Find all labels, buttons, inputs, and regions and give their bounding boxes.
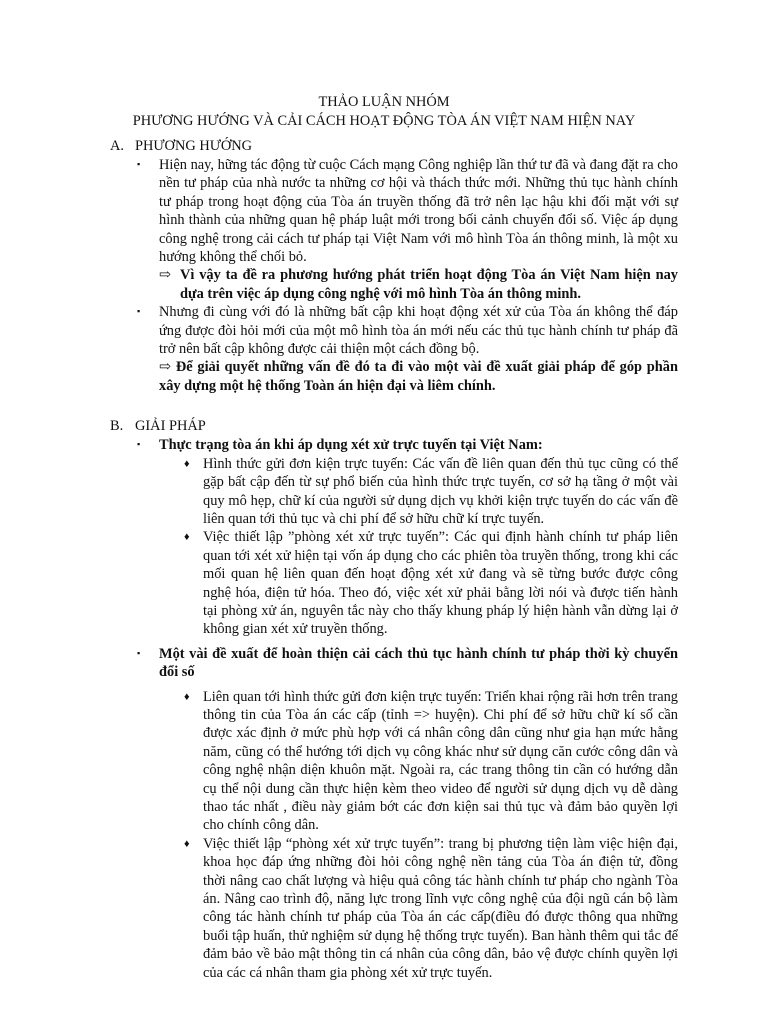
section-b-sub2-point-1 (0, 688, 768, 835)
doc-title: THẢO LUẬN NHÓM (318, 94, 450, 110)
diamond-bullet-icon: ♦ (184, 690, 190, 703)
section-a-item-1-text: Hiện nay, hững tác động từ cuộc Cách mạng Công nghiệp lần thứ tư đã và đang đặt ra cho nền tư pháp của nhà nước ta những cơ hội và thách thức mới. Những thủ tục hành chính tư pháp trong hoạt động của Tòa án truyền thống đã trở nên lạc hậu khi đối mặt với sự hình thành của những quan hệ pháp luật mới trong bối cảnh chuyển đổi số. Việc áp dụng công nghệ trong cải cách tư pháp tại Việt Nam với mô hình Tòa án thông minh, là một xu hướng không thể chối bỏ. (159, 157, 678, 266)
arrow-right-icon: ⇨ (159, 267, 172, 284)
section-a-title: PHƯƠNG HƯỚNG (135, 138, 253, 154)
square-bullet-icon: ▪ (137, 647, 141, 658)
section-b-sub1-point-2 (0, 528, 768, 638)
section-b-letter: B. (110, 418, 124, 435)
section-b-heading (0, 417, 768, 436)
section-b-sub2-point-1-text: Liên quan tới hình thức gửi đơn kiện trực tuyến: Triển khai rộng rãi hơn trên trang thông tin của Tòa án các cấp (tỉnh => huyện). Chi phí để sở hữu chữ kí số cần được xác định ở mức phù hợp với cá nhân công dân cũng như gia hạn mức hằng năm, cũng có thể hướng tới dịch vụ công khác như sử dụng căn cước công dân và công nghệ nhận diện khuôn mặt. Ngoài ra, các trang thông tin cần có hướng dẫn cụ thể nội dung cần thực hiện kèm theo video để người sử dụng dịch vụ dễ dàng thao tác nhất , điều này giảm bớt các đơn kiện sai thủ tục và đảm bảo quyền lợi cho chính công dân. (203, 688, 678, 834)
section-a-conclusion-2 (0, 358, 768, 395)
diamond-bullet-icon: ♦ (184, 837, 190, 850)
spacer (0, 395, 768, 417)
section-a-conclusion-2-text: Để giải quyết những vấn đề đó ta đi vào một vài đề xuất giải pháp để góp phần xây dựng một hệ thống Toàn án hiện đại và liêm chính. (159, 359, 678, 394)
section-a-conclusion-1 (0, 266, 768, 303)
section-a-letter: A. (110, 138, 124, 154)
square-bullet-icon: ▪ (137, 306, 141, 317)
section-a-item-2-text: Nhưng đi cùng với đó là những bất cập khi hoạt động xét xử của Tòa án không thể đáp ứng được đòi hỏi mới của một mô hình tòa án mới nếu các thủ tục hành chính tư pháp đã trở nên bất cập không được cải thiện một cách đồng bộ. (159, 304, 678, 358)
section-b-sub1-title (0, 436, 768, 454)
section-b-sub2-title-text: Một vài đề xuất để hoàn thiện cải cách thủ tục hành chính tư pháp thời kỳ chuyển đổi số (159, 645, 678, 681)
section-a-item-2 (0, 303, 768, 358)
arrow-right-icon: ⇨ (159, 359, 172, 376)
diamond-bullet-icon: ♦ (184, 531, 190, 544)
square-bullet-icon: ▪ (137, 159, 141, 169)
section-a-item-1 (0, 156, 768, 266)
section-b-sub1-title-text: Thực trạng tòa án khi áp dụng xét xử trực tuyến tại Việt Nam: (159, 437, 543, 454)
section-b-sub1-point-1-text: Hình thức gửi đơn kiện trực tuyến: Các vấn đề liên quan đến thủ tục cũng có thể gặp bất cập đến từ sự phổ biến của hình thức trực tuyến, cơ sở hạ tầng ở một vài quy mô hẹp, chữ kí của người sử dụng dịch vụ khởi kiện trực tuyến do các vấn đề liên quan tới thủ tục và chi phí để sở hữu chữ kí trực tuyến. (203, 455, 678, 527)
section-b-sub2-point-2 (0, 835, 768, 982)
section-a-heading (0, 137, 768, 156)
diamond-bullet-icon: ♦ (184, 457, 190, 470)
section-a-conclusion-1-text: Vì vậy ta đề ra phương hướng phát triển hoạt động Tòa án Việt Nam hiện nay dựa trên việc áp dụng công nghệ với mô hình Tòa án thông minh. (180, 267, 678, 302)
section-b-sub1-point-1 (0, 455, 768, 529)
section-b-sub2-point-2-text: Việc thiết lập “phòng xét xử trực tuyến”: trang bị phương tiện làm việc hiện đại, khoa học đáp ứng những đòi hỏi công nghệ nền tảng của Tòa án điện tử, đồng thời nâng cao chất lượng và hiệu quả công tác hành chính tư pháp cho ngành Tòa án. Nâng cao trình độ, năng lực trong lĩnh vực công nghệ của đội ngũ cán bộ làm công tác hành chính tư pháp của Tòa án các cấp(điều đó được thông qua những buổi tập huấn, thử nghiệm sử dụng hệ thống trực tuyến). Ban hành thêm qui tắc để đảm bảo về bảo mật thông tin cá nhân của công dân, bảo vệ được chính quyền lợi của các cá nhân tham gia phòng xét xử trực tuyến. (203, 835, 679, 981)
section-b-title: GIẢI PHÁP (135, 418, 206, 435)
section-b-sub1-point-2-text: Việc thiết lập ”phòng xét xử trực tuyến”: Các qui định hành chính tư pháp liên quan tới xét xử hiện tại vốn áp dụng cho các phiên tòa truyền thống, trong khi các mối quan hệ liên quan đến hoạt động xét xử đang và sẽ từng bước được công nghệ hóa, điện tử hóa. Theo đó, việc xét xử phải bằng lời nói và được tiến hành tại phòng xử án, nguyên tắc này cho thấy khung pháp lý hiện hành vẫn dừng lại ở không gian xét xử truyền thống. (203, 529, 678, 638)
doc-subtitle: PHƯƠNG HƯỚNG VÀ CẢI CÁCH HOẠT ĐỘNG TÒA ÁN VIỆT NAM HIỆN NAY (132, 113, 636, 129)
section-b-sub2-title (0, 645, 768, 682)
square-bullet-icon: ▪ (137, 439, 141, 450)
